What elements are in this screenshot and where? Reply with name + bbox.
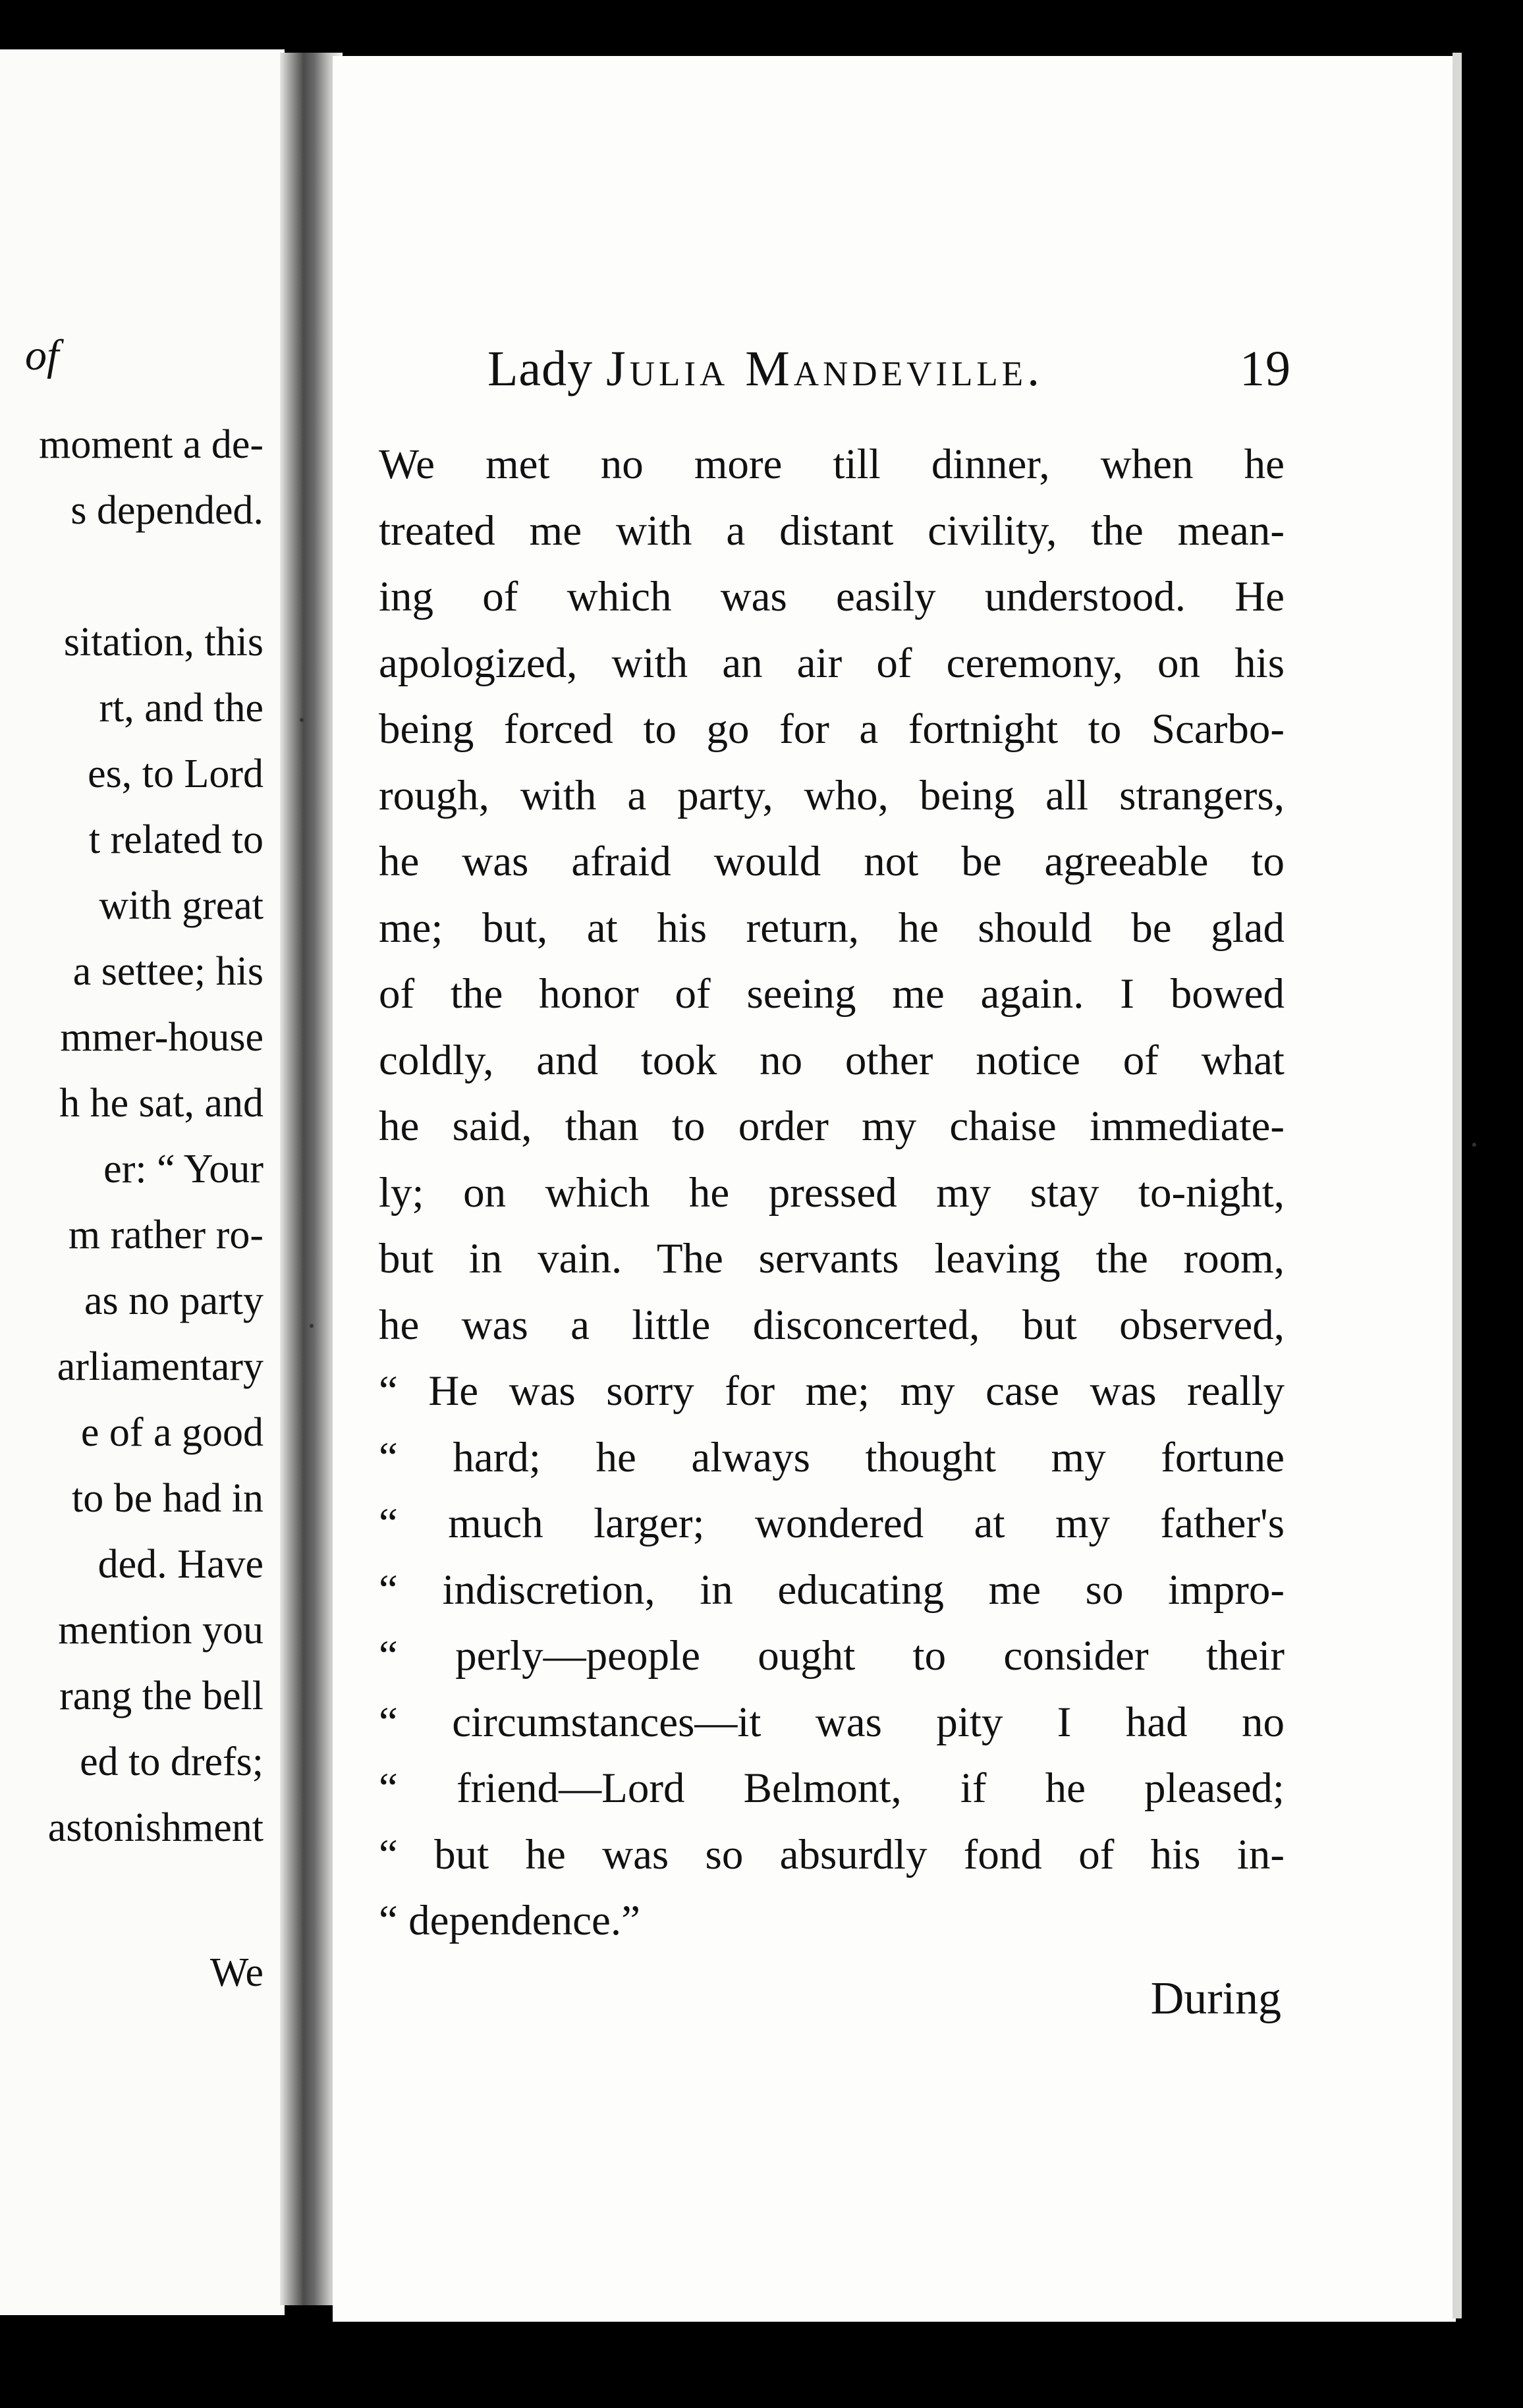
left-text-line: e of a good <box>80 1410 263 1455</box>
left-text-line: a settee; his <box>72 949 263 994</box>
text-line: “ friend—Lord Belmont, if he pleased; <box>379 1765 1285 1812</box>
text-line: “ He was sorry for me; my case was really <box>379 1367 1285 1415</box>
left-text-line: t related to <box>88 817 263 862</box>
text-line: “ perly—people ought to consider their <box>379 1632 1285 1680</box>
left-text-line: es, to Lord <box>88 752 263 796</box>
body-text <box>379 431 1285 1954</box>
left-text-line: mention you <box>58 1608 263 1653</box>
text-line: but in vain. The servants leaving the room, <box>379 1235 1285 1282</box>
left-text-line: astonishment <box>47 1805 263 1850</box>
left-text-line: mmer-house <box>60 1015 263 1060</box>
text-line: “ hard; he always thought my fortune <box>379 1433 1285 1481</box>
left-text-line: to be had in <box>72 1476 263 1521</box>
left-text-line <box>0 543 263 609</box>
text-line: “ but he was so absurdly fond of his in- <box>379 1830 1285 1878</box>
text-line: me; but, at his return, he should be glad <box>379 904 1285 952</box>
left-text-line: rang the bell <box>59 1674 263 1718</box>
left-text-line: rt, and the <box>99 686 263 730</box>
text-line: “ dependence.” <box>379 1897 640 1944</box>
paper-speck <box>1472 1143 1476 1147</box>
text-line: coldly, and took no other notice of what <box>379 1036 1285 1084</box>
paper-speck <box>300 718 304 722</box>
text-line: “ circumstances—it was pity I had no <box>379 1698 1285 1746</box>
left-text-line: s depended. <box>70 488 263 533</box>
text-line: “ much larger; wondered at my father's <box>379 1500 1285 1547</box>
left-text-line: m rather ro- <box>68 1213 263 1257</box>
left-text-line: ded. Have <box>97 1542 263 1587</box>
running-title-lady: Lady <box>487 341 594 397</box>
page-number: 19 <box>1240 341 1291 397</box>
text-line: of the honor of seeing me again. I bowed <box>379 970 1285 1018</box>
left-text-line: ed to drefs; <box>80 1739 263 1784</box>
text-line: he was afraid would not be agreeable to <box>379 838 1285 885</box>
text-line: ing of which was easily understood. He <box>379 573 1285 620</box>
left-text-line: with great <box>99 883 263 928</box>
left-text-line: sitation, this <box>63 620 263 665</box>
left-catchword: We <box>209 1950 263 1995</box>
left-text-line: h he sat, and <box>59 1081 263 1126</box>
text-line: being forced to go for a fortnight to Scarbo- <box>379 705 1285 753</box>
left-text-line: arliamentary <box>57 1344 263 1389</box>
text-line: treated me with a distant civility, the mean- <box>379 506 1285 555</box>
running-head <box>487 336 1291 402</box>
running-title-name: Julia Mandeville. <box>606 341 1044 397</box>
page-edge <box>1453 53 1462 2318</box>
running-title <box>487 336 1043 402</box>
paper-speck <box>310 1324 314 1328</box>
text-line: he said, than to order my chaise immediate- <box>379 1103 1285 1150</box>
left-text-line: er: “ Your <box>103 1147 263 1191</box>
left-text-line: moment a de- <box>39 422 263 467</box>
left-page-text <box>0 412 263 1861</box>
text-line: he was a little disconcerted, but observed, <box>379 1301 1285 1349</box>
text-line: “ indiscretion, in educating me so impro- <box>379 1566 1285 1614</box>
text-line: apologized, with an air of ceremony, on his <box>379 639 1285 687</box>
text-line: rough, with a party, who, being all strangers, <box>379 771 1285 819</box>
text-line: We met no more till dinner, when he <box>379 441 1285 488</box>
catchword: During <box>1150 1973 1281 2024</box>
text-line: ly; on which he pressed my stay to-night, <box>379 1168 1285 1217</box>
left-header-fragment: of <box>25 331 59 379</box>
left-text-line: as no party <box>84 1278 263 1323</box>
